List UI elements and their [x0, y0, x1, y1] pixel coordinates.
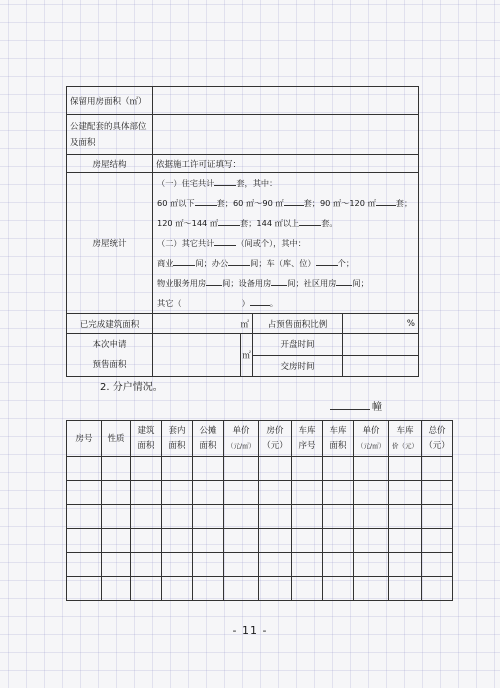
table-cell	[102, 481, 131, 505]
table-cell	[193, 577, 224, 601]
column-header-text: （元/㎡）	[356, 441, 386, 450]
fill-blank	[214, 236, 236, 246]
stats-text: 120 ㎡～144 ㎡	[157, 218, 219, 228]
apply-area-label	[67, 334, 153, 377]
table-cell	[422, 505, 453, 529]
column-header	[67, 421, 102, 457]
project-info-table	[66, 86, 419, 377]
table-cell	[102, 529, 131, 553]
apply-area-label-line1: 本次申请	[92, 340, 127, 350]
column-header-text: （元）	[262, 440, 288, 451]
table-cell	[224, 529, 259, 553]
table-row	[67, 481, 453, 505]
fill-blank	[376, 196, 396, 206]
table-cell	[224, 457, 259, 481]
stats-content	[153, 173, 419, 314]
table-cell	[292, 553, 323, 577]
presale-ratio-value	[343, 314, 419, 334]
stats-text: （一）住宅共计	[157, 178, 215, 188]
column-header	[354, 421, 389, 457]
column-header-text: 房价	[266, 425, 284, 436]
column-header-text: 车库	[298, 425, 316, 436]
stats-line-2	[157, 193, 414, 213]
table-cell	[162, 553, 193, 577]
table-cell	[193, 457, 224, 481]
column-header-text: 面积	[168, 440, 186, 451]
column-header	[259, 421, 292, 457]
header-row	[67, 421, 453, 457]
table-cell	[131, 457, 162, 481]
table-cell	[422, 457, 453, 481]
table-cell	[323, 529, 354, 553]
table-cell	[389, 529, 422, 553]
table-cell	[193, 553, 224, 577]
column-header-text: 单价	[362, 425, 380, 436]
stats-text: 60 ㎡以下	[157, 198, 195, 208]
stats-text: 物业服务用房	[157, 278, 207, 288]
column-header-text: （元）	[424, 440, 450, 451]
table-cell	[259, 553, 292, 577]
table-cell	[224, 481, 259, 505]
open-time-value	[343, 334, 419, 356]
public-facility-label	[67, 115, 153, 155]
fill-blank	[218, 216, 240, 226]
table-cell	[102, 457, 131, 481]
table-cell	[67, 481, 102, 505]
stats-line-7	[157, 293, 414, 313]
table-cell	[102, 577, 131, 601]
stats-text: 间；办公	[195, 258, 229, 268]
structure-value: 依据施工许可证填写：	[153, 155, 419, 173]
table-cell	[162, 529, 193, 553]
table-cell	[131, 505, 162, 529]
building-suffix: 幢	[372, 402, 382, 413]
delivery-time-value	[343, 355, 419, 377]
table-cell	[224, 505, 259, 529]
column-header-text: 序号	[298, 440, 316, 451]
table-cell	[162, 481, 193, 505]
table-cell	[67, 529, 102, 553]
table-cell	[422, 577, 453, 601]
table-cell	[292, 481, 323, 505]
stats-text: ）	[241, 298, 250, 308]
delivery-time-label: 交房时间	[253, 355, 343, 377]
fill-blank	[228, 256, 250, 266]
table-cell	[422, 481, 453, 505]
column-header	[422, 421, 453, 457]
column-header-text: 价（元）	[392, 441, 418, 450]
column-header-text: 建筑	[137, 425, 155, 436]
stats-label: 房屋统计	[67, 173, 153, 314]
open-time-label: 开盘时间	[253, 334, 343, 356]
fill-blank	[336, 276, 352, 286]
structure-label: 房屋结构	[67, 155, 153, 173]
building-blank	[330, 400, 370, 410]
table-row	[67, 457, 453, 481]
public-facility-label-line1: 公建配套的具体部位	[70, 121, 147, 132]
table-row	[67, 577, 453, 601]
stats-text: 套；	[395, 198, 413, 208]
table-cell	[323, 577, 354, 601]
table-row	[67, 505, 453, 529]
table-cell	[389, 577, 422, 601]
table-cell	[422, 529, 453, 553]
fill-blank	[206, 276, 222, 286]
reserved-area-value	[153, 87, 419, 115]
table-cell	[292, 529, 323, 553]
table-cell	[224, 553, 259, 577]
table-cell	[102, 553, 131, 577]
column-header-text: 总价	[428, 425, 446, 436]
table-cell	[354, 529, 389, 553]
table-cell	[162, 505, 193, 529]
building-number	[330, 398, 382, 413]
stats-text: 间；社区用房	[287, 278, 337, 288]
table-cell	[389, 481, 422, 505]
stats-line-4	[157, 233, 414, 253]
stats-text: 套；60 ㎡～90 ㎡	[216, 198, 284, 208]
table-cell	[67, 505, 102, 529]
table-cell	[259, 481, 292, 505]
section-title: 2. 分户情况。	[100, 382, 163, 393]
stats-text: 间；设备用房	[222, 278, 272, 288]
stats-text: （二）其它共计	[157, 238, 215, 248]
column-header	[131, 421, 162, 457]
table-cell	[102, 505, 131, 529]
apply-area-label-line2: 预售面积	[92, 360, 127, 370]
table-cell	[193, 505, 224, 529]
sqm-unit: ㎡	[240, 319, 249, 330]
table-row	[67, 529, 453, 553]
table-cell	[323, 553, 354, 577]
table-cell	[389, 505, 422, 529]
column-header	[323, 421, 354, 457]
table-cell	[292, 505, 323, 529]
table-cell	[131, 529, 162, 553]
reserved-area-label: 保留用房面积（㎡）	[67, 87, 153, 115]
page-number: - 11 -	[232, 624, 268, 637]
table-cell	[292, 457, 323, 481]
column-header	[193, 421, 224, 457]
table-cell	[67, 457, 102, 481]
fill-blank	[284, 196, 304, 206]
table-cell	[162, 457, 193, 481]
column-header	[292, 421, 323, 457]
stats-text: 个；	[337, 258, 355, 268]
column-header-text: 性质	[107, 433, 125, 444]
column-header-text: 房号	[75, 433, 93, 444]
fill-blank	[214, 176, 236, 186]
column-header	[102, 421, 131, 457]
public-facility-label-line2: 及面积	[70, 137, 96, 148]
column-header-text: 面积	[329, 440, 347, 451]
table-cell	[354, 553, 389, 577]
fill-blank	[271, 276, 287, 286]
stats-text: 。	[269, 298, 278, 308]
table-cell	[131, 577, 162, 601]
column-header	[224, 421, 259, 457]
stats-text: 套，其中：	[236, 178, 278, 188]
column-header-text: 单价	[232, 425, 250, 436]
column-header-text: 车库	[396, 425, 414, 436]
stats-line-5	[157, 253, 414, 273]
table-cell	[323, 481, 354, 505]
table-cell	[259, 577, 292, 601]
table-cell	[354, 505, 389, 529]
table-cell	[354, 457, 389, 481]
stats-text: 间；车（库、位）	[250, 258, 316, 268]
completed-area-value	[153, 314, 253, 334]
table-cell	[193, 481, 224, 505]
table-cell	[292, 577, 323, 601]
fill-blank	[316, 256, 338, 266]
table-cell	[259, 505, 292, 529]
table-cell	[323, 505, 354, 529]
percent-unit: %	[406, 318, 415, 329]
table-cell	[389, 457, 422, 481]
column-header-text: 公摊	[199, 425, 217, 436]
stats-text: （间或个），其中：	[236, 238, 306, 248]
apply-area-value	[153, 334, 241, 377]
column-header-text: 套内	[168, 425, 186, 436]
stats-line-3	[157, 213, 414, 233]
column-header-text: 面积	[199, 440, 217, 451]
table-cell	[224, 577, 259, 601]
column-header-text: （元/㎡）	[226, 441, 256, 450]
table-cell	[422, 553, 453, 577]
fill-blank	[195, 196, 217, 206]
stats-text: 其它（	[157, 298, 182, 308]
column-header	[162, 421, 193, 457]
stats-line-6	[157, 273, 414, 293]
column-header	[389, 421, 422, 457]
completed-area-label: 已完成建筑面积	[67, 314, 153, 334]
table-cell	[131, 481, 162, 505]
unit-detail-table	[66, 420, 453, 601]
fill-blank	[250, 296, 270, 306]
stats-text: 套。	[321, 218, 338, 228]
fill-blank	[173, 256, 195, 266]
table-row	[67, 553, 453, 577]
sqm-unit-2: ㎡	[241, 334, 253, 377]
stats-text: 间；	[352, 278, 369, 288]
table-cell	[131, 553, 162, 577]
column-header-text: 车库	[329, 425, 347, 436]
table-cell	[259, 457, 292, 481]
table-cell	[323, 457, 354, 481]
column-header-text: 面积	[137, 440, 155, 451]
stats-text: 套；144 ㎡以上	[240, 218, 300, 228]
table-cell	[259, 529, 292, 553]
table-cell	[389, 553, 422, 577]
table-cell	[354, 481, 389, 505]
table-cell	[354, 577, 389, 601]
presale-ratio-label: 占预售面积比例	[253, 314, 343, 334]
fill-blank	[299, 216, 321, 226]
table-cell	[67, 553, 102, 577]
stats-line-1	[157, 173, 414, 193]
table-cell	[193, 529, 224, 553]
table-cell	[67, 577, 102, 601]
table-cell	[162, 577, 193, 601]
public-facility-value	[153, 115, 419, 155]
stats-text: 商业	[157, 258, 174, 268]
stats-text: 套；90 ㎡～120 ㎡	[303, 198, 376, 208]
